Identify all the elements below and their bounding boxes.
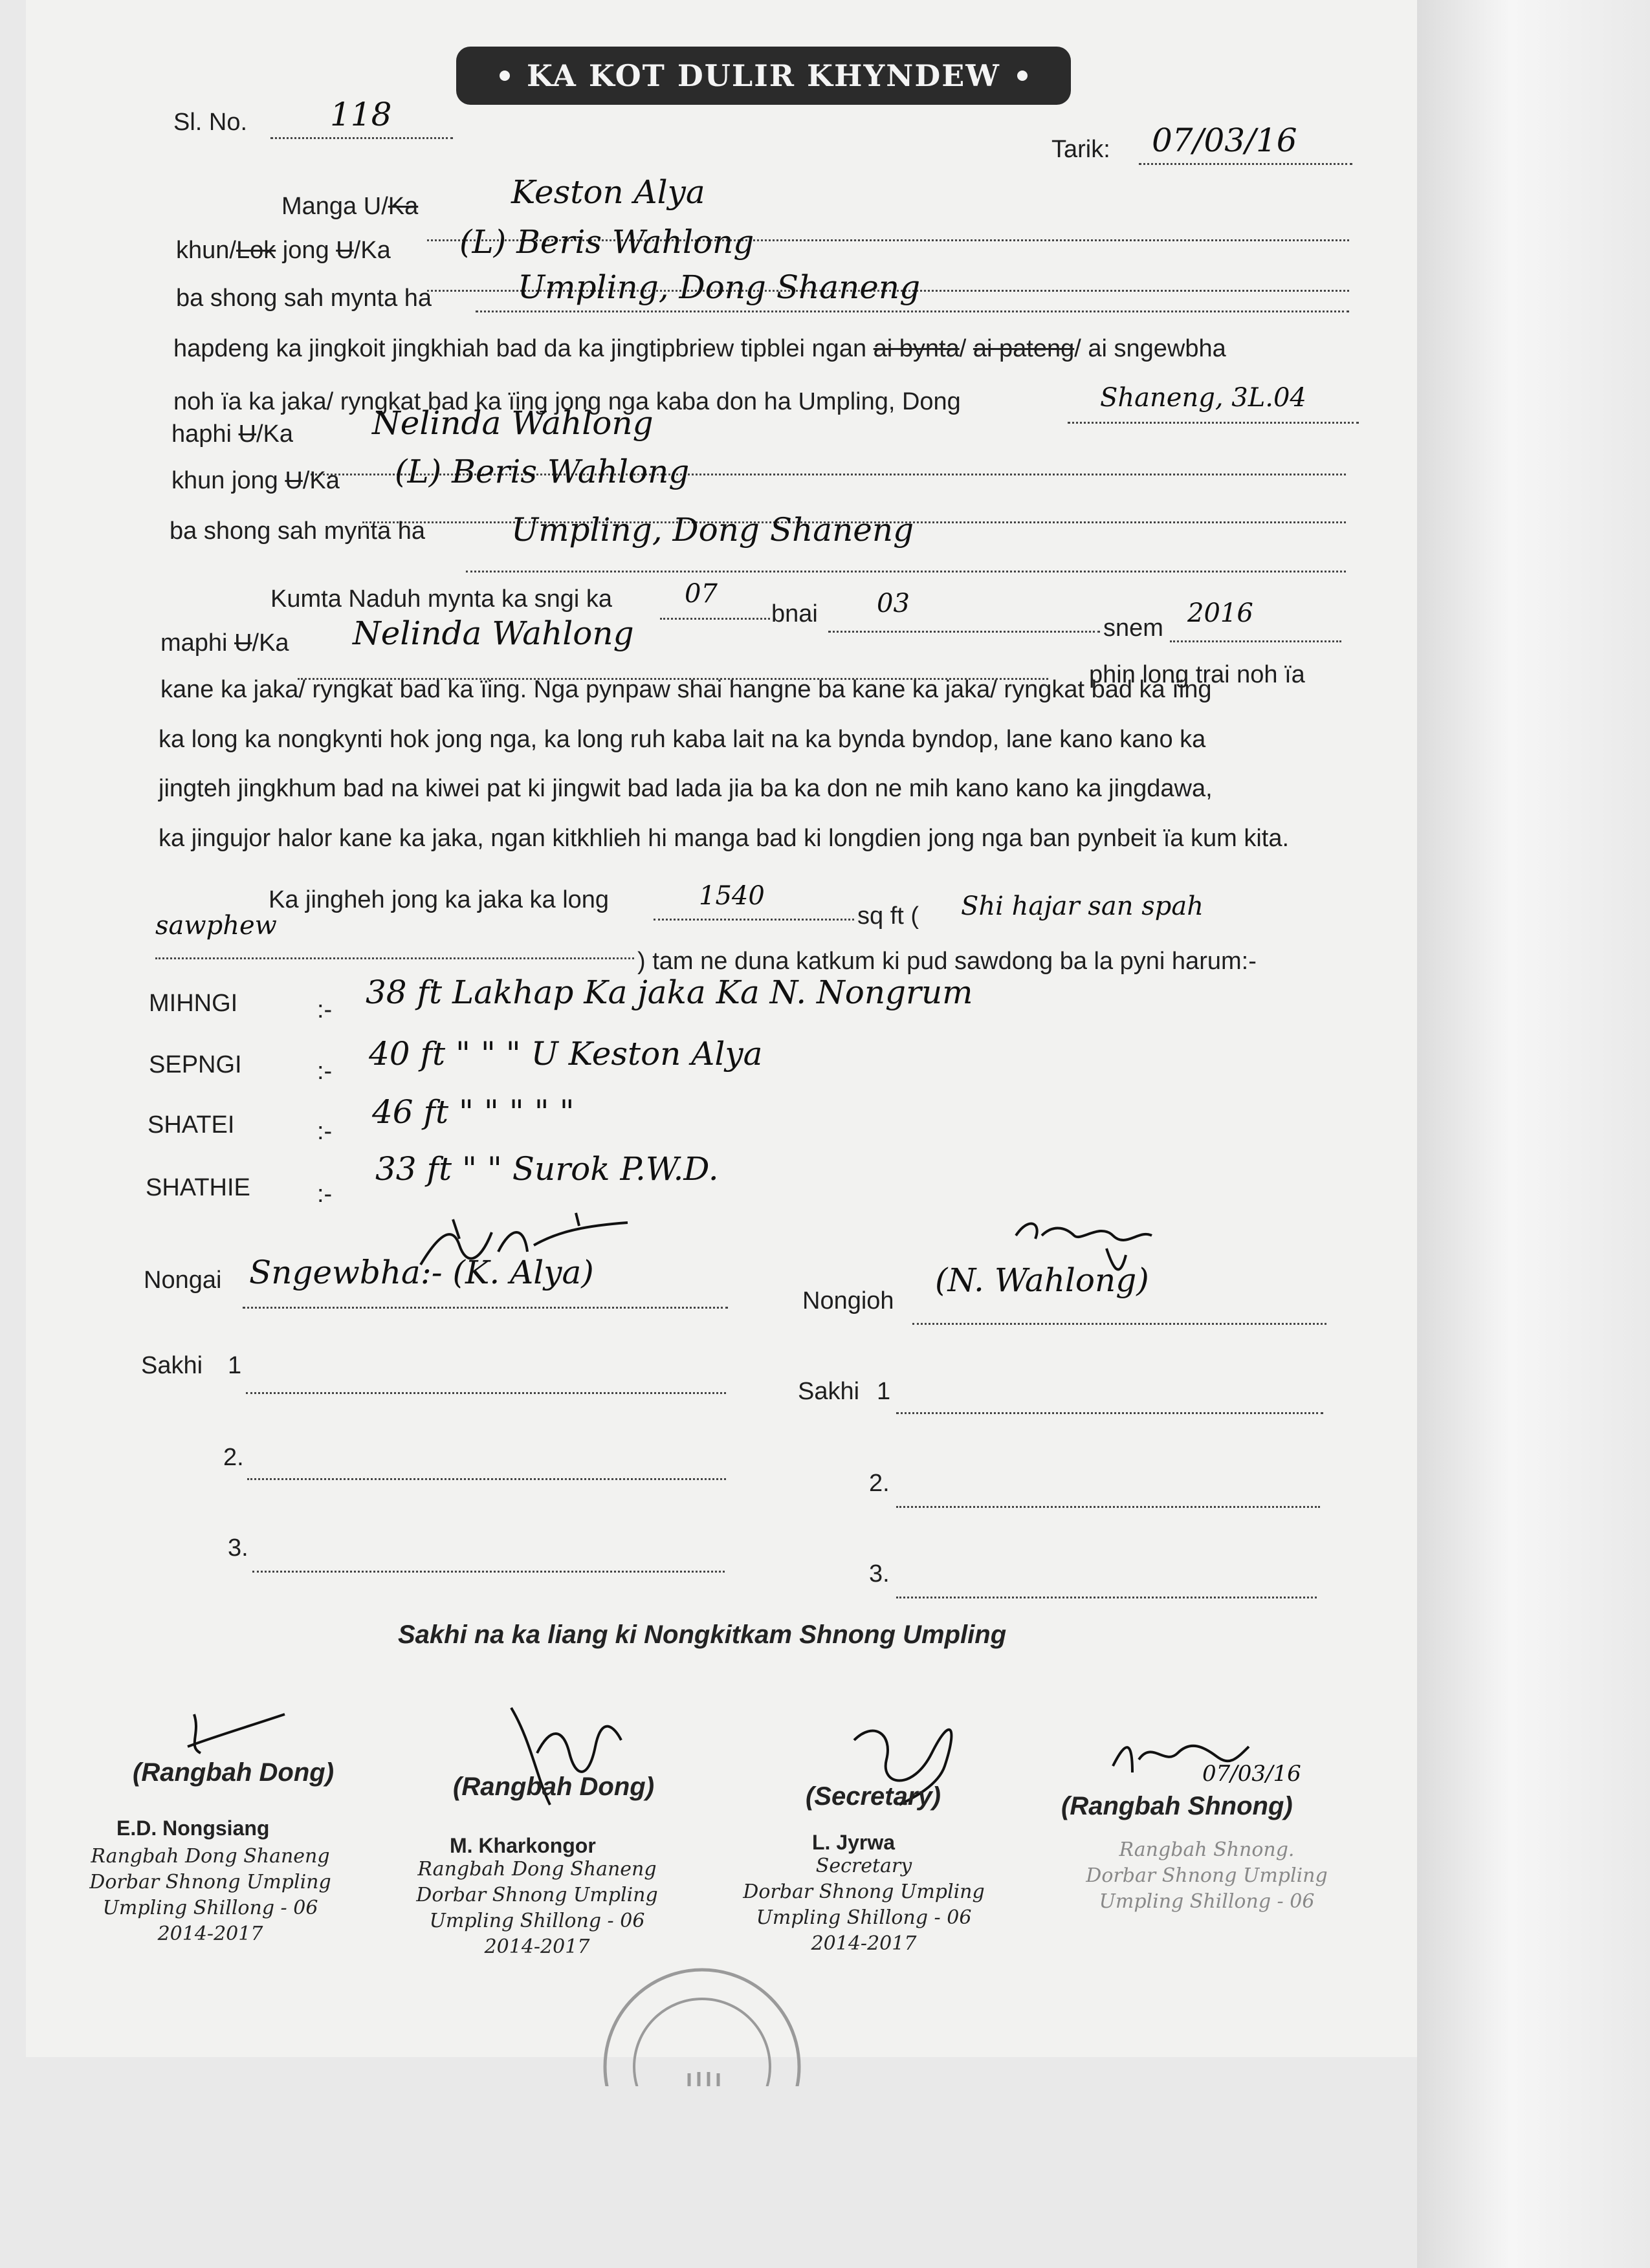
date-label: Tarik: [1051, 136, 1110, 163]
noh-value: Shaneng, 3L.04 [1100, 383, 1306, 413]
month-line [828, 631, 1100, 633]
noh-line [1068, 422, 1359, 424]
kumta-body-2: ka long ka nongkynti hok jong nga, ka long ruh kaba lait na ka bynda byndop, lane kano kano ka [159, 726, 1206, 753]
area-tail: ) tam ne duna katkum ki pud sawdong ba la pyni harum:- [637, 948, 1257, 975]
date-value: 07/03/16 [1152, 122, 1297, 159]
nongioh-value: (N. Wahlong) [935, 1261, 1149, 1299]
maphi-label: maphi U/Ka [160, 629, 289, 657]
haphi-value: Nelinda Wahlong [372, 404, 654, 442]
manga-value: Keston Alya [511, 173, 705, 211]
witness-right-line-1 [896, 1412, 1323, 1414]
sign-date: 07/03/16 [1202, 1761, 1301, 1787]
nongioh-line [912, 1323, 1326, 1325]
boundary-sep: :- [317, 1181, 333, 1208]
kumta-intro: Kumta Naduh mynta ka sngi ka [270, 585, 613, 613]
signatory-stamp: Rangbah Shnong. Dorbar Shnong Umpling Umpling Shillong - 06 [1086, 1838, 1328, 1913]
maphi-value: Nelinda Wahlong [353, 615, 634, 652]
boundary-dir: SHATHIE [146, 1174, 250, 1201]
serial-label: Sl. No. [173, 109, 248, 136]
witness-left-1: 1 [228, 1352, 242, 1379]
signatory-role: (Rangbah Dong) [133, 1758, 335, 1787]
boundary-value: 33 ft " " Surok P.W.D. [375, 1150, 719, 1188]
boundary-dir: SEPNGI [149, 1051, 242, 1078]
boundary-dir: SHATEI [148, 1111, 235, 1139]
boundary-value: 40 ft " " " U Keston Alya [369, 1035, 763, 1073]
serial-number: 118 [330, 96, 392, 133]
day-line [660, 618, 770, 620]
haphi-label: haphi U/Ka [171, 420, 294, 448]
serial-line [270, 137, 453, 139]
area-words-line [155, 957, 634, 959]
signatory-stamp: Secretary Dorbar Shnong Umpling Umpling Shillong - 06 2014-2017 [743, 1855, 985, 1955]
boundary-value: 38 ft Lakhap Ka jaka Ka N. Nongrum [366, 974, 973, 1011]
area-unit: sq ft ( [857, 902, 919, 930]
month-value: 03 [877, 589, 910, 618]
noh-text: noh ïa ka jaka/ ryngkat bad ka ïing jong nga kaba don ha Umpling, Dong [173, 388, 961, 415]
signatory-role: (Rangbah Dong) [453, 1772, 655, 1801]
witness-left-2: 2. [223, 1444, 244, 1471]
bullet-icon [500, 71, 510, 81]
nongai-label: Nongai [144, 1267, 222, 1294]
bnai-label: bnai [771, 600, 818, 627]
signatory-stamp: Rangbah Dong Shaneng Dorbar Shnong Umpling Umpling Shillong - 06 2014-2017 [416, 1858, 658, 1958]
boundary-sep: :- [317, 1058, 333, 1085]
document-title: KA KOT DULIR KHYNDEW [527, 58, 1000, 93]
document-title-banner [456, 47, 1071, 105]
area-value: 1540 [699, 881, 765, 911]
signatory-name: M. Kharkongor [450, 1834, 596, 1857]
area-intro: Ka jingheh jong ka jaka ka long [269, 886, 610, 913]
witness-left-3: 3. [228, 1534, 248, 1562]
khun-value: (L) Beris Wahlong [459, 223, 754, 261]
nongioh-label: Nongioh [802, 1287, 894, 1314]
signatory-name: E.D. Nongsiang [116, 1816, 270, 1840]
kumta-body-1: kane ka jaka/ ryngkat bad ka ïing. Nga pynpaw shai hangne ba kane ka jaka/ ryngkat bad ka ïing [160, 676, 1212, 703]
boundary-sep: :- [317, 1118, 333, 1145]
witness-left-line-1 [246, 1392, 726, 1394]
footer-heading: Sakhi na ka liang ki Nongkitkam Shnong Umpling [398, 1620, 1007, 1649]
area-words-2: sawphew [155, 911, 277, 941]
signatory-role: (Rangbah Shnong) [1061, 1792, 1293, 1820]
kumta-body-4: ka jingujor halor kane ka jaka, ngan kitkhlieh hi manga bad ki longdien jong nga ban pynbeit ïa kum kita. [159, 825, 1290, 852]
boundary-sep: :- [317, 996, 333, 1023]
phin-text: phin long trai noh ïa [1089, 661, 1305, 688]
nongai-value: Sngewbha:- (K. Alya) [249, 1254, 594, 1291]
khun2-label: khun jong U/Ka [171, 467, 340, 494]
hapdeng-text: hapdeng ka jingkoit jingkhiah bad da ka jingtipbriew tipblei ngan ai bynta/ ai pateng/ ai sngewbha [173, 335, 1226, 362]
area-line [654, 919, 854, 921]
witness-right-1: 1 [877, 1378, 891, 1405]
date-line [1139, 163, 1352, 165]
signatory-stamp: Rangbah Dong Shaneng Dorbar Shnong Umpling Umpling Shillong - 06 2014-2017 [89, 1845, 331, 1945]
signatory-role: (Secretary) [806, 1782, 941, 1811]
year-value: 2016 [1187, 598, 1253, 628]
day-value: 07 [685, 579, 718, 609]
shong-line [476, 311, 1349, 312]
kumta-body-3: jingteh jingkhum bad na kiwei pat ki jingwit bad lada jia ba ka don ne mih kano kano ka jingdawa, [159, 775, 1213, 802]
snem-label: snem [1103, 615, 1163, 642]
shong-value: Umpling, Dong Shaneng [518, 268, 921, 306]
khun2-value: (L) Beris Wahlong [395, 453, 690, 490]
bullet-icon [1017, 71, 1028, 81]
boundary-dir: MIHNGI [149, 990, 238, 1017]
shong2-value: Umpling, Dong Shaneng [511, 511, 914, 549]
page-edge [1417, 0, 1650, 2268]
round-seal [599, 1957, 806, 2086]
signature-1 [175, 1701, 291, 1766]
witness-right-3: 3. [869, 1560, 890, 1587]
signatory-name: L. Jyrwa [812, 1831, 896, 1854]
witness-right-line-2 [896, 1506, 1320, 1508]
witness-left-line-2 [247, 1478, 726, 1480]
witness-right-2: 2. [869, 1470, 890, 1497]
witness-left-label: Sakhi [141, 1352, 203, 1379]
area-words-1: Shi hajar san spah [961, 891, 1204, 921]
witness-right-label: Sakhi [798, 1378, 860, 1405]
witness-right-line-3 [896, 1597, 1317, 1598]
boundary-value: 46 ft " " " " " [372, 1093, 575, 1131]
nongai-line [243, 1307, 728, 1309]
shong2-line [466, 571, 1346, 572]
witness-left-line-3 [252, 1571, 725, 1573]
year-line [1170, 640, 1341, 642]
shong-label: ba shong sah mynta ha [176, 285, 432, 312]
shong2-label: ba shong sah mynta ha [170, 518, 426, 545]
manga-label: Manga U/Ka [281, 193, 419, 220]
khun-label: khun/Lok jong U/Ka [176, 237, 391, 264]
